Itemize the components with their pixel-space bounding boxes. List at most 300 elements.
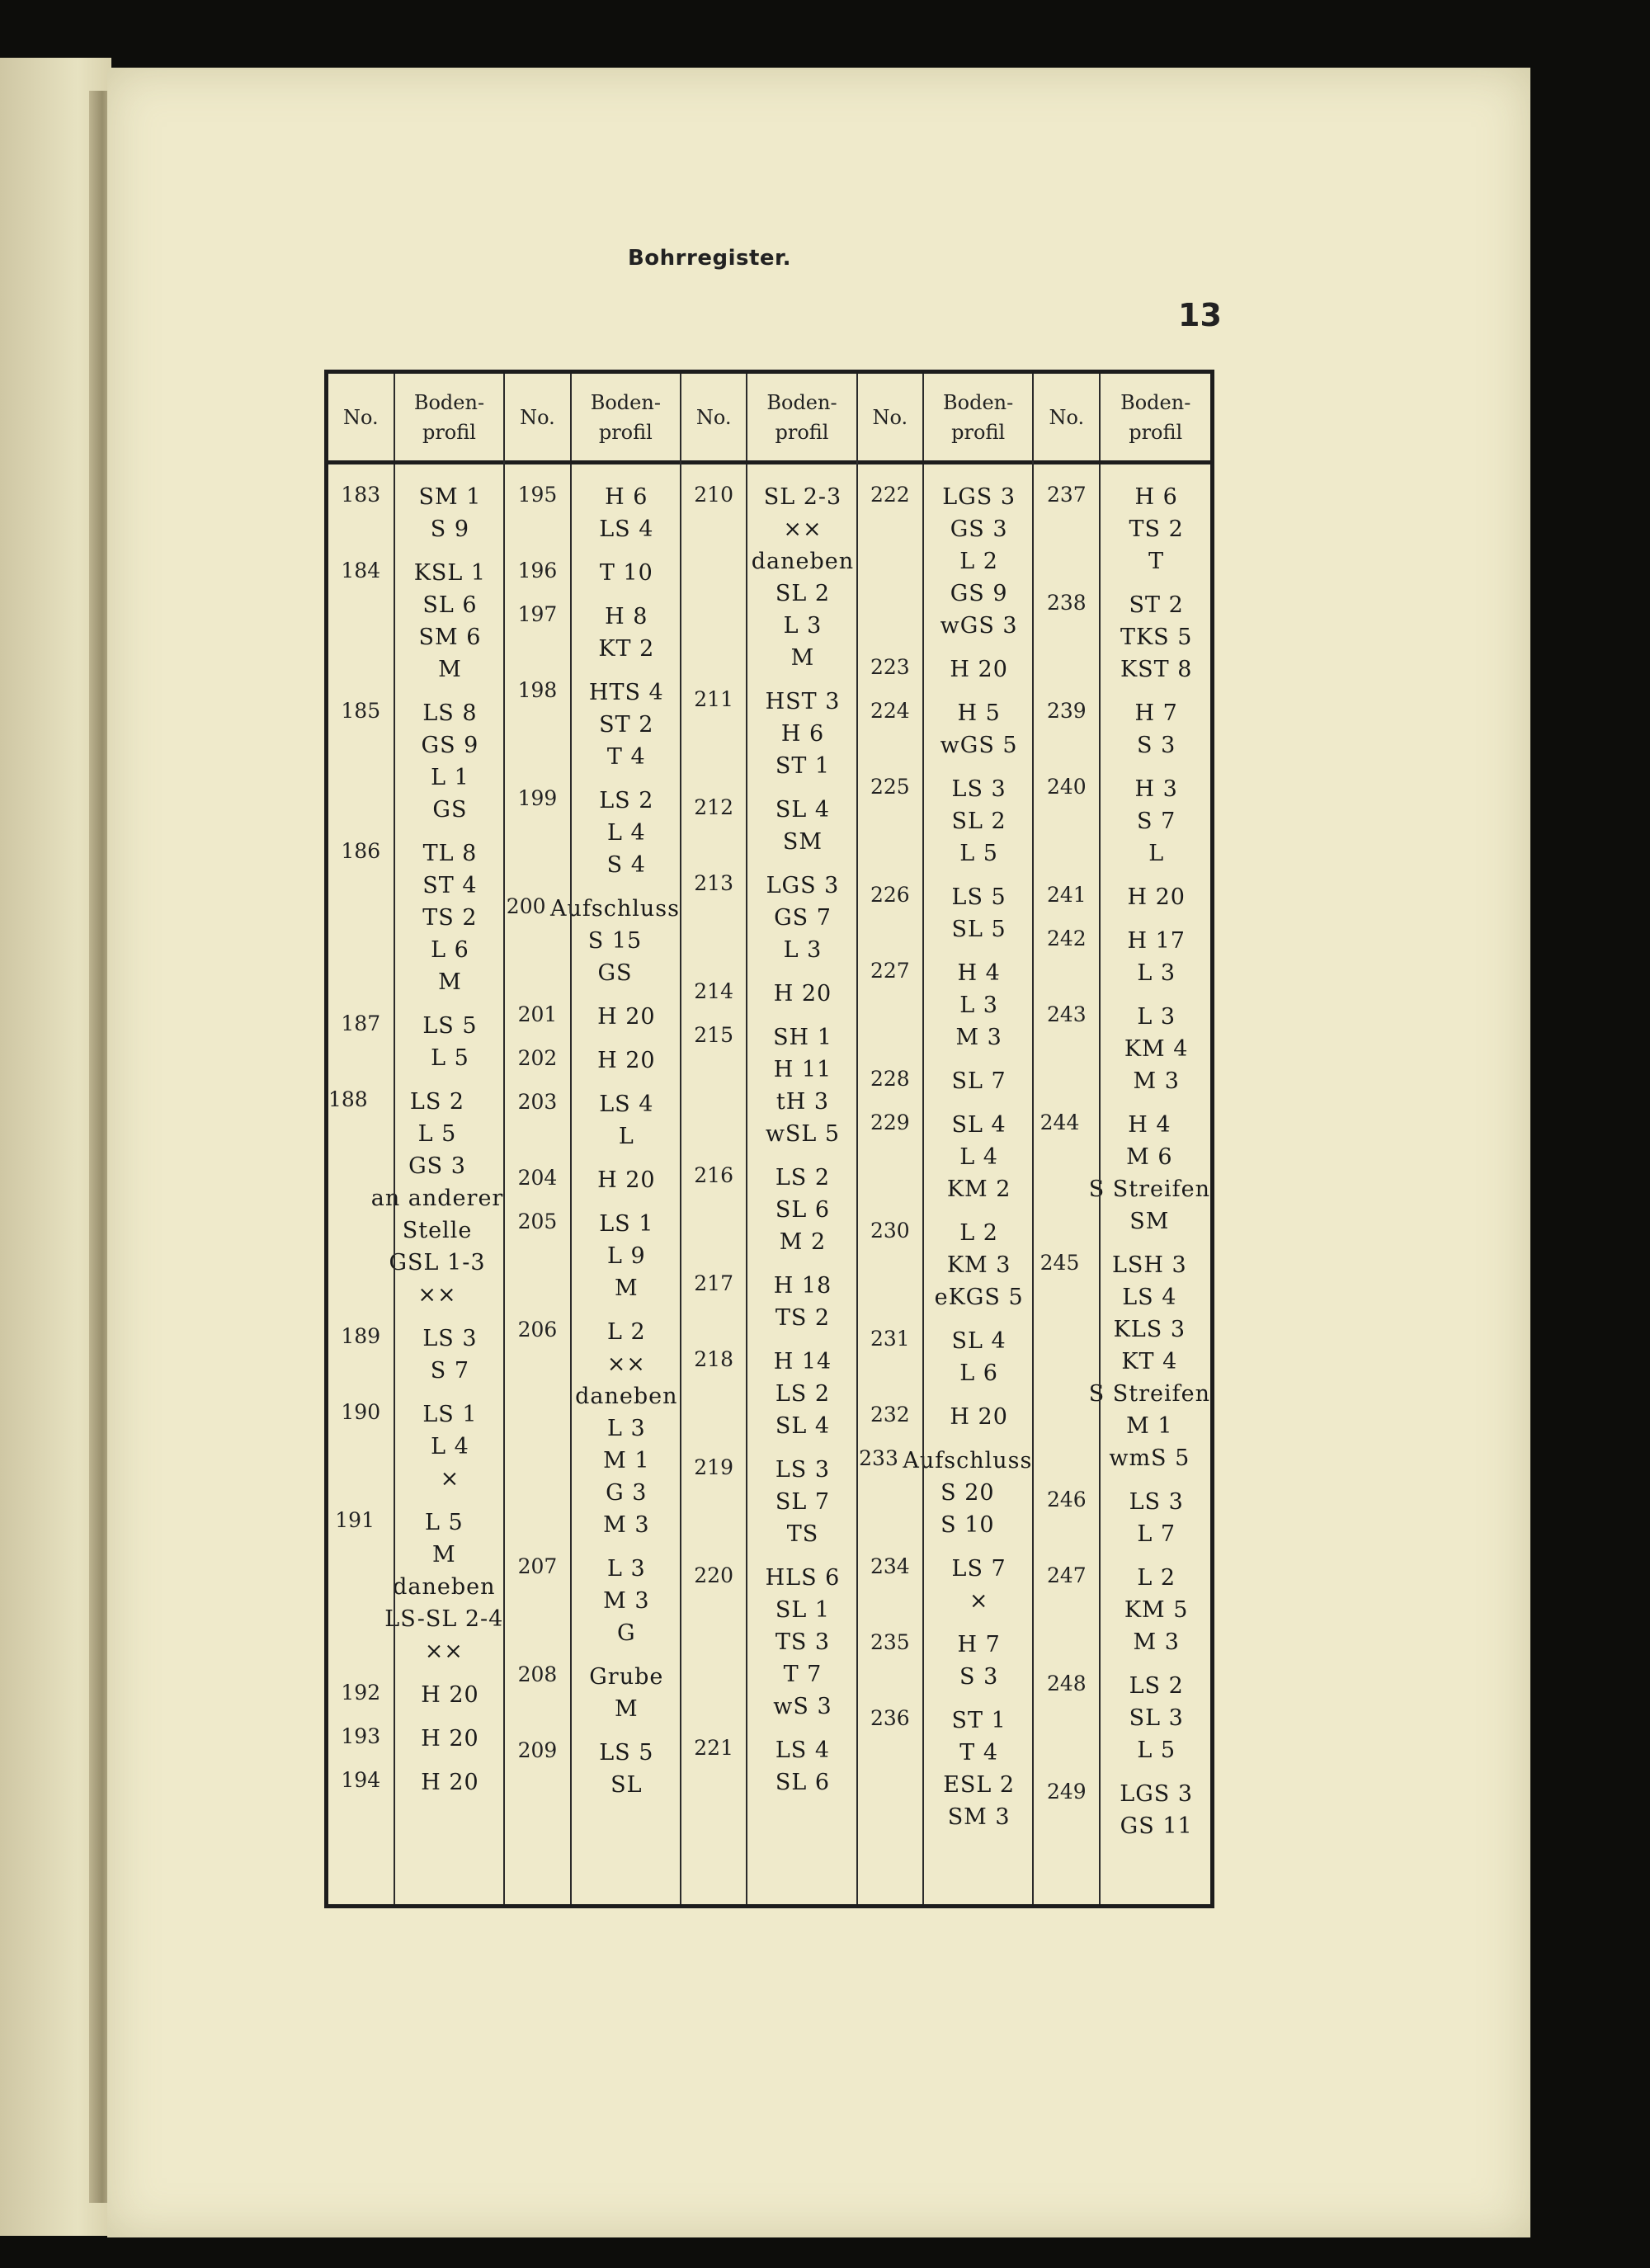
soil-profile — [570, 481, 680, 545]
bore-entry — [505, 601, 680, 665]
bore-number: 215 — [694, 1023, 733, 1047]
bore-number: 236 — [870, 1706, 910, 1730]
profile-layer: M 3 — [1133, 1629, 1180, 1655]
soil-profile — [922, 1401, 1032, 1433]
soil-profile — [1086, 1109, 1210, 1238]
soil-profile — [922, 773, 1032, 870]
soil-profile — [746, 1021, 856, 1150]
profile-layer: SM — [1129, 1209, 1170, 1234]
profile-layer: S 10 — [940, 1512, 995, 1538]
profile-layer: ×× — [417, 1282, 457, 1308]
profile-layer: H 20 — [950, 657, 1008, 682]
soil-profile — [394, 1010, 504, 1074]
bore-entry — [858, 957, 1033, 1054]
profile-layer: M — [790, 645, 815, 671]
profile-layer: KST 8 — [1120, 657, 1193, 682]
profile-layer: GS 3 — [950, 516, 1008, 542]
bore-entry — [858, 1553, 1033, 1617]
bore-number: 219 — [694, 1455, 733, 1479]
profile-layer: TKS 5 — [1120, 625, 1193, 650]
bore-number: 203 — [517, 1090, 558, 1114]
soil-profile — [570, 1001, 680, 1033]
soil-profile — [394, 1679, 504, 1711]
bore-number: 222 — [870, 483, 910, 507]
bore-number: 220 — [694, 1563, 733, 1587]
soil-profile — [570, 1316, 680, 1541]
profile-layer: LS 2 — [599, 788, 654, 813]
soil-profile — [570, 1088, 680, 1153]
profile-layer: M 3 — [955, 1025, 1002, 1050]
soil-profile — [922, 1705, 1032, 1833]
header-no: No. — [1034, 374, 1101, 460]
soil-profile — [922, 881, 1032, 945]
bore-entry — [681, 1162, 856, 1258]
profile-layer: H 5 — [957, 700, 1001, 726]
profile-layer: LS 2 — [409, 1089, 465, 1115]
column-header — [858, 374, 1033, 464]
bore-entry — [328, 837, 503, 998]
bore-entry — [328, 557, 503, 686]
profile-layer: SL 4 — [951, 1328, 1006, 1354]
profile-layer: SH 1 — [773, 1025, 832, 1050]
bore-number: 205 — [517, 1209, 558, 1233]
bore-entry — [1034, 925, 1210, 989]
profile-layer: H 7 — [1134, 700, 1178, 726]
bore-number: 209 — [517, 1738, 558, 1762]
profile-layer: daneben — [393, 1574, 496, 1600]
soil-profile — [570, 785, 680, 881]
profile-layer: LS 3 — [951, 776, 1006, 802]
soil-profile — [922, 957, 1032, 1054]
profile-layer: L 3 — [783, 937, 823, 963]
bore-number: 202 — [517, 1046, 558, 1070]
profile-layer: LS 5 — [599, 1740, 654, 1766]
column-header — [328, 374, 503, 464]
profile-layer: TS 2 — [1129, 516, 1184, 542]
bore-number: 231 — [870, 1327, 910, 1351]
bore-number: 196 — [517, 559, 558, 582]
bore-number: 185 — [341, 699, 381, 723]
profile-layer: GS 3 — [408, 1153, 466, 1179]
profile-layer: H 20 — [1127, 884, 1186, 910]
profile-layer: SL 6 — [775, 1197, 831, 1223]
profile-layer: KM 5 — [1124, 1597, 1189, 1623]
profile-layer: M — [614, 1275, 639, 1301]
bore-entry — [1034, 481, 1210, 578]
profile-layer: H 20 — [597, 1048, 656, 1073]
soil-profile — [922, 481, 1032, 642]
profile-layer: LS 1 — [422, 1402, 478, 1427]
profile-layer: SM — [782, 829, 823, 855]
bore-number: 232 — [870, 1403, 910, 1426]
soil-profile — [922, 1629, 1032, 1693]
column-group-5 — [1034, 374, 1210, 1904]
profile-layer: L 2 — [606, 1319, 646, 1345]
bore-entry — [858, 1705, 1033, 1833]
soil-profile — [1099, 925, 1210, 989]
profile-layer: wmS 5 — [1109, 1445, 1190, 1471]
bore-number: 243 — [1046, 1002, 1087, 1026]
profile-layer: TS — [786, 1521, 819, 1547]
profile-layer: SL 4 — [775, 1413, 831, 1439]
profile-layer: L 3 — [783, 613, 823, 639]
bore-entry — [858, 881, 1033, 945]
bore-number: 228 — [870, 1067, 910, 1091]
profile-layer: L 3 — [1137, 1004, 1176, 1030]
bore-entry — [858, 481, 1033, 642]
profile-layer: GSL 1-3 — [389, 1250, 486, 1275]
bore-number: 207 — [517, 1554, 558, 1578]
profile-layer: H 6 — [780, 721, 825, 747]
bore-number: 188 — [328, 1087, 368, 1111]
column-group-1 — [328, 374, 505, 1904]
profile-layer: ×× — [606, 1351, 646, 1377]
profile-layer: TS 2 — [775, 1305, 831, 1331]
bore-entry — [505, 677, 680, 773]
soil-profile — [570, 1208, 680, 1304]
profile-layer: SL 5 — [951, 917, 1006, 942]
profile-layer: HLS 6 — [765, 1565, 841, 1591]
profile-layer: LS 3 — [422, 1326, 478, 1351]
soil-profile — [394, 837, 504, 998]
profile-layer: an anderer — [370, 1186, 504, 1211]
profile-layer: M 1 — [1126, 1413, 1173, 1439]
profile-layer: LS 2 — [775, 1381, 831, 1407]
bore-entry — [505, 481, 680, 545]
bore-entry — [328, 1086, 503, 1311]
profile-layer: H 18 — [773, 1273, 832, 1299]
profile-layer: H 20 — [421, 1726, 479, 1752]
profile-layer: L 6 — [431, 937, 469, 963]
bore-number: 234 — [870, 1554, 910, 1578]
bore-number: 217 — [694, 1271, 733, 1295]
bore-entry — [505, 893, 680, 989]
soil-profile — [746, 1562, 856, 1723]
profile-layer: M 3 — [603, 1588, 650, 1614]
profile-layer: HST 3 — [765, 689, 841, 714]
bore-entry — [681, 978, 856, 1010]
profile-layer: L 5 — [959, 841, 998, 866]
bore-number: 183 — [341, 483, 381, 507]
profile-layer: Aufschluss — [903, 1448, 1033, 1473]
bore-number: 216 — [694, 1163, 733, 1187]
bore-number: 191 — [335, 1508, 375, 1532]
bore-number: 201 — [517, 1002, 558, 1026]
bore-entry — [1034, 589, 1210, 686]
profile-layer: daneben — [751, 549, 855, 574]
bore-entry — [858, 1401, 1033, 1433]
bore-entry — [328, 697, 503, 826]
profile-layer: LS 3 — [775, 1457, 831, 1483]
bore-number: 227 — [870, 959, 910, 983]
bore-number: 241 — [1046, 883, 1087, 907]
bore-entry — [328, 1398, 503, 1495]
soil-profile — [1099, 1670, 1210, 1766]
profile-layer: T 4 — [959, 1740, 999, 1766]
profile-layer: LSH 3 — [1111, 1252, 1187, 1278]
profile-layer: SL 3 — [1129, 1705, 1184, 1731]
profile-layer: G — [617, 1620, 636, 1646]
bore-entry — [681, 1562, 856, 1723]
header-bodenprofil: Boden- profil — [1120, 390, 1191, 444]
bore-number: 204 — [517, 1166, 558, 1190]
profile-layer: LS 5 — [422, 1013, 478, 1039]
profile-layer: LS 4 — [599, 1092, 654, 1117]
column-header — [681, 374, 856, 464]
profile-layer: L 1 — [431, 765, 469, 790]
profile-layer: wSL 5 — [765, 1121, 841, 1147]
profile-layer: Aufschluss — [550, 896, 680, 922]
header-no: No. — [328, 374, 395, 460]
profile-layer: H 4 — [1128, 1112, 1172, 1138]
profile-layer: HTS 4 — [588, 680, 664, 705]
bore-number: 238 — [1046, 591, 1087, 615]
bore-number: 210 — [694, 483, 733, 507]
profile-layer: T 10 — [599, 560, 653, 586]
profile-layer: H 8 — [605, 604, 648, 629]
bore-entry — [1034, 1249, 1210, 1474]
profile-layer: T — [1148, 549, 1165, 574]
profile-layer: L 6 — [959, 1360, 998, 1386]
bore-entry — [1034, 1778, 1210, 1842]
profile-layer: L 4 — [431, 1434, 469, 1459]
bore-entry — [1034, 1486, 1210, 1550]
soil-profile — [547, 893, 680, 989]
bore-number: 213 — [694, 871, 733, 895]
profile-layer: S 9 — [430, 516, 470, 542]
profile-layer: TS 2 — [422, 905, 478, 931]
profile-layer: L 3 — [606, 1416, 646, 1441]
profile-layer: SL 2 — [951, 809, 1006, 834]
profile-layer: S 20 — [940, 1480, 995, 1506]
profile-layer: S 7 — [1137, 809, 1176, 834]
profile-layer: H 20 — [597, 1004, 656, 1030]
profile-layer: daneben — [575, 1384, 678, 1409]
profile-layer: L 3 — [1137, 960, 1176, 986]
header-no: No. — [505, 374, 571, 460]
profile-layer: tH 3 — [776, 1089, 830, 1115]
column-body — [505, 464, 680, 1904]
profile-layer: H 11 — [773, 1057, 832, 1082]
bore-entry — [505, 557, 680, 589]
profile-layer: wGS 5 — [940, 733, 1018, 758]
bore-entry — [505, 1661, 680, 1725]
bore-entry — [505, 1208, 680, 1304]
soil-profile — [368, 1086, 504, 1311]
profile-layer: S 15 — [587, 928, 643, 954]
profile-layer: KT 4 — [1121, 1349, 1178, 1374]
soil-profile — [746, 686, 856, 782]
profile-layer: SL 7 — [775, 1489, 831, 1515]
soil-profile — [746, 481, 856, 674]
soil-profile — [746, 870, 856, 966]
column-group-3 — [681, 374, 858, 1904]
profile-layer: SL 7 — [951, 1068, 1006, 1094]
header-bodenprofil: Boden- profil — [590, 390, 661, 444]
bore-number: 192 — [341, 1681, 381, 1705]
bore-number: 199 — [517, 786, 558, 810]
page-number: 13 — [1178, 297, 1222, 333]
profile-layer: L 4 — [959, 1144, 998, 1170]
profile-layer: SL 6 — [775, 1770, 831, 1795]
profile-layer: S Streifen — [1088, 1381, 1210, 1407]
profile-layer: ST 2 — [1129, 592, 1184, 618]
soil-profile — [570, 1044, 680, 1077]
bore-entry — [681, 481, 856, 674]
profile-layer: LS 8 — [422, 700, 478, 726]
bore-entry — [328, 1766, 503, 1799]
soil-profile — [1099, 481, 1210, 578]
profile-layer: SL 2-3 — [763, 484, 842, 510]
bore-entry — [681, 1270, 856, 1334]
bore-entry — [505, 785, 680, 881]
profile-layer: Stelle — [402, 1218, 473, 1243]
header-no: No. — [858, 374, 924, 460]
soil-profile — [570, 557, 680, 589]
bore-number: 221 — [694, 1736, 733, 1760]
profile-layer: GS 9 — [950, 581, 1008, 606]
soil-profile — [1099, 589, 1210, 686]
bore-number: 189 — [341, 1324, 381, 1348]
soil-profile — [570, 677, 680, 773]
column-header — [1034, 374, 1210, 464]
column-body — [328, 464, 503, 1904]
profile-layer: × — [440, 1466, 460, 1492]
profile-layer: SM 1 — [418, 484, 482, 510]
profile-layer: L 5 — [417, 1121, 457, 1147]
bore-entry — [328, 481, 503, 545]
profile-layer: L 5 — [424, 1510, 464, 1535]
profile-layer: LGS 3 — [942, 484, 1016, 510]
soil-profile — [570, 601, 680, 665]
soil-profile — [394, 1398, 504, 1495]
bore-number: 194 — [341, 1768, 381, 1792]
bore-entry — [505, 1088, 680, 1153]
profile-layer: LS-SL 2-4 — [384, 1606, 504, 1632]
soil-profile — [394, 557, 504, 686]
profile-layer: L 2 — [1137, 1565, 1176, 1591]
profile-layer: H 6 — [605, 484, 648, 510]
profile-layer: S 4 — [606, 852, 646, 878]
profile-layer: TS 3 — [775, 1629, 831, 1655]
profile-layer: H 4 — [957, 960, 1001, 986]
profile-layer: ST 2 — [599, 712, 654, 738]
profile-layer: H 20 — [950, 1404, 1008, 1430]
profile-layer: SL 2 — [775, 581, 831, 606]
bore-number: 223 — [870, 655, 910, 679]
profile-layer: GS — [432, 797, 468, 823]
bore-number: 200 — [506, 894, 546, 918]
profile-layer: LS 2 — [775, 1165, 831, 1191]
bore-entry — [858, 1629, 1033, 1693]
profile-layer: KSL 1 — [413, 560, 487, 586]
bore-number: 246 — [1046, 1488, 1087, 1511]
bore-entry — [505, 1737, 680, 1801]
soil-profile — [570, 1661, 680, 1725]
soil-profile — [570, 1737, 680, 1801]
soil-profile — [922, 1109, 1032, 1205]
profile-layer: L — [618, 1124, 634, 1149]
profile-layer: Grube — [589, 1664, 664, 1690]
profile-layer: L 3 — [606, 1556, 646, 1582]
bore-entry — [1034, 1670, 1210, 1766]
header-no: No. — [681, 374, 747, 460]
bore-number: 237 — [1046, 483, 1087, 507]
profile-layer: SM 6 — [418, 625, 482, 650]
soil-profile — [746, 794, 856, 858]
profile-layer: GS — [597, 960, 633, 986]
profile-layer: × — [969, 1588, 989, 1614]
profile-layer: L 5 — [431, 1045, 469, 1071]
header-bodenprofil: Boden- profil — [943, 390, 1014, 444]
profile-layer: GS 7 — [774, 905, 832, 931]
bore-entry — [681, 870, 856, 966]
profile-layer: GS 9 — [421, 733, 479, 758]
bore-entry — [1034, 1001, 1210, 1097]
bore-number: 218 — [694, 1347, 733, 1371]
soil-profile — [570, 1164, 680, 1196]
bore-number: 242 — [1046, 927, 1087, 950]
profile-layer: LS 4 — [775, 1738, 831, 1763]
profile-layer: S 7 — [430, 1358, 470, 1384]
bore-number: 224 — [870, 699, 910, 723]
bore-entry — [328, 1010, 503, 1074]
profile-layer: LS 4 — [1122, 1285, 1177, 1310]
bore-number: 229 — [870, 1110, 910, 1134]
soil-profile — [1099, 1778, 1210, 1842]
profile-layer: S Streifen — [1088, 1176, 1210, 1202]
bore-entry — [681, 794, 856, 858]
profile-layer: H 3 — [1134, 776, 1178, 802]
column-body — [1034, 464, 1210, 1904]
profile-layer: L 4 — [606, 820, 646, 846]
profile-layer: ST 1 — [775, 753, 831, 779]
profile-layer: KM 4 — [1124, 1036, 1189, 1062]
soil-profile — [1099, 697, 1210, 762]
profile-layer: eKGS 5 — [934, 1285, 1024, 1310]
bore-number: 186 — [341, 839, 381, 863]
soil-profile — [746, 1270, 856, 1334]
profile-layer: H 20 — [773, 981, 832, 1007]
bore-number: 248 — [1046, 1672, 1087, 1695]
profile-layer: ESL 2 — [943, 1772, 1016, 1798]
soil-profile — [394, 1323, 504, 1387]
profile-layer: wGS 3 — [940, 613, 1018, 639]
bore-number: 197 — [517, 602, 558, 626]
bore-number: 208 — [517, 1662, 558, 1686]
bore-number: 239 — [1046, 699, 1087, 723]
bore-number: 212 — [694, 795, 733, 819]
bore-entry — [681, 1021, 856, 1150]
bore-entry — [681, 686, 856, 782]
profile-layer: L 5 — [1137, 1738, 1176, 1763]
profile-layer: H 20 — [421, 1682, 479, 1708]
profile-layer: ×× — [783, 516, 823, 542]
bore-number: 244 — [1040, 1110, 1080, 1134]
bore-entry — [505, 1164, 680, 1196]
profile-layer: M 3 — [603, 1512, 650, 1538]
bore-entry — [858, 773, 1033, 870]
bore-number: 193 — [341, 1724, 381, 1748]
soil-profile — [746, 1346, 856, 1442]
profile-layer: H 20 — [421, 1770, 479, 1795]
column-group-2 — [505, 374, 681, 1904]
bore-entry — [328, 1323, 503, 1387]
soil-profile — [922, 1065, 1032, 1097]
bore-number: 235 — [870, 1630, 910, 1654]
profile-layer: L 3 — [959, 993, 998, 1018]
bohrregister-table — [324, 370, 1214, 1908]
